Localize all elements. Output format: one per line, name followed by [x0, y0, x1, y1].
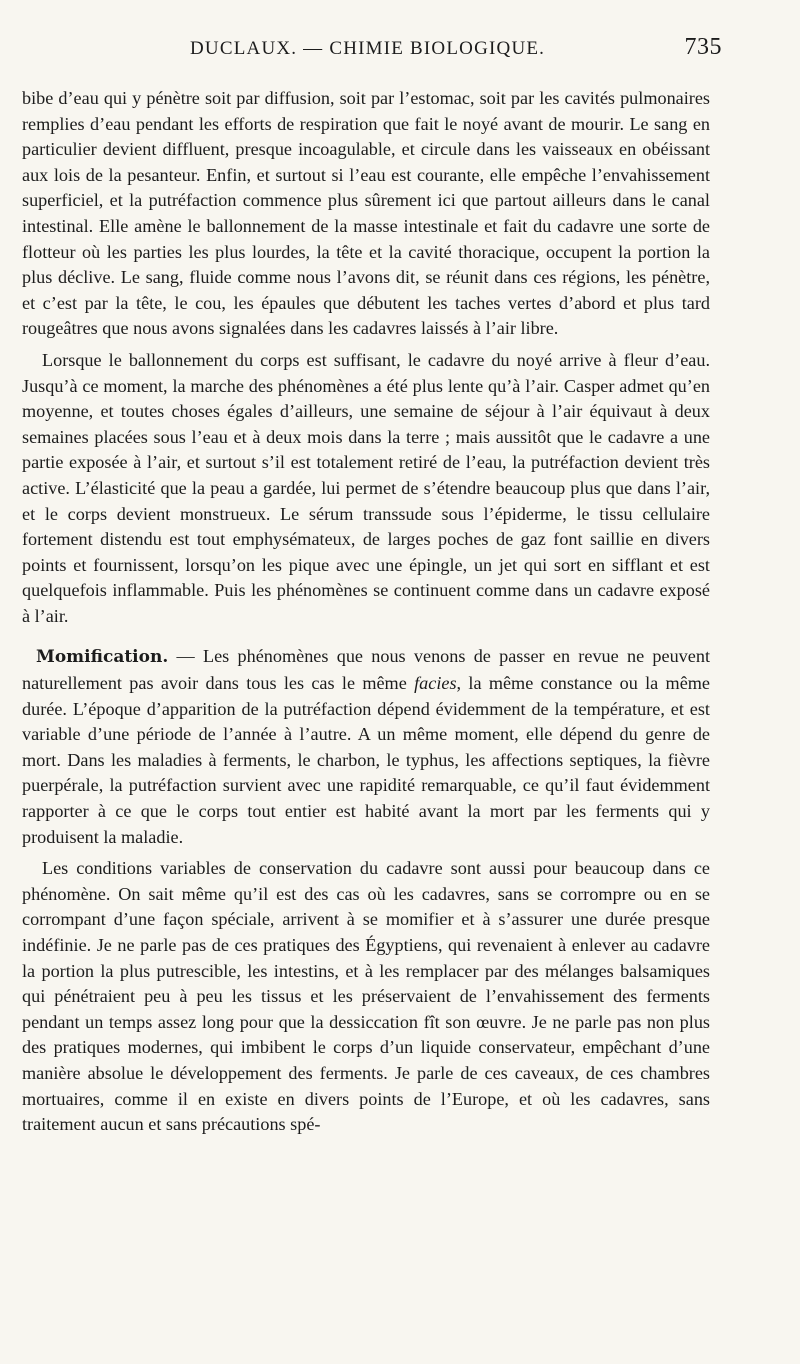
paragraph-momification	[22, 644, 710, 850]
paragraph-drowned-body: Lorsque le ballonnement du corps est suffisant, le cadavre du noyé arrive à fleur d’eau. Jusqu’à ce moment, la marche des phénomènes a été plus lente qu’à l’air. Casper admet qu’en moyenne, et toutes choses égales d’ailleurs, une semaine de séjour à l’air équivaut à deux semaines placées sous l’eau et à deux mois dans la terre ; mais aussitôt que le cadavre a une partie exposée à l’air, et surtout s’il est totalement retiré de l’eau, la putréfaction devient très active. L’élasticité que la peau a gardée, lui permet de s’étendre beaucoup plus que dans l’air, et le corps devient monstrueux. Le sérum transsude sous l’épiderme, le tissu cellulaire fortement distendu est tout emphysémateux, de larges poches de gaz font saillie en divers points et fournissent, lorsqu’on les pique avec une épingle, un jet qui sort en sifflant et est quelquefois inflammable. Puis les phénomènes se continuent comme dans un cadavre exposé à l’air.	[22, 349, 710, 626]
running-head	[22, 34, 722, 68]
paragraph-momification-text-1: — Les phénomènes que nous venons de passer en revue ne peuvent naturellement pas avoir dans tous les cas le même	[22, 646, 710, 694]
body-text	[22, 86, 710, 1138]
paragraph-momification-text-2: , la même constance ou la même durée. L’époque d’apparition de la putréfaction dépend évidemment de la température, et est variable d’une période de l’année à l’autre. A un même moment, elle dépend du genre de mort. Dans les maladies à ferments, le charbon, le typhus, les affections septiques, la fièvre puerpérale, la putréfaction survient avec une rapidité remarquable, ce qu’il faut évidemment rapporter à ce que le corps tout entier est habité avant la mort par les ferments qui y produisent la maladie.	[22, 673, 710, 847]
paragraph-continued: bibe d’eau qui y pénètre soit par diffusion, soit par l’estomac, soit par les cavités pulmonaires remplies d’eau pendant les efforts de respiration que fait le noyé avant de mourir. Le sang en particulier devient diffluent, presque incoagulable, et circule dans les vaisseaux en obéissant aux lois de la pesanteur. Enfin, et surtout si l’eau est courante, elle empêche l’envahissement superficiel, et la putréfaction commence plus sûrement ici que partout ailleurs dans le canal intestinal. Elle amène le ballonnement de la masse intestinale et fait du cadavre une sorte de flotteur où les parties les plus lourdes, la tête et la cavité thoracique, occupent la portion la plus déclive. Le sang, fluide comme nous l’avons dit, se réunit dans ces régions, les pénètre, et c’est par la tête, le cou, les épaules que débutent les taches vertes d’abord et plus tard rougeâtres que nous avons signalées dans les cadavres laissés à l’air libre.	[22, 88, 710, 339]
running-title: DUCLAUX. — CHIMIE BIOLOGIQUE.	[190, 38, 546, 59]
italic-term-facies: facies	[414, 673, 457, 694]
paragraph-conservation: Les conditions variables de conservation du cadavre sont aussi pour beaucoup dans ce phénomène. On sait même qu’il est des cas où les cadavres, sans se corrompre ou en se corrompant d’une façon spéciale, arrivent à se momifier et à s’assurer une durée presque indéfinie. Je ne parle pas de ces pratiques des Égyptiens, qui revenaient à enlever au cadavre la portion la plus putrescible, les intestins, et à les remplacer par des mélanges balsamiques qui pénétraient peu à peu les tissus et les préservaient de l’envahissement des ferments pendant un temps assez long pour que la dessiccation fît son œuvre. Je ne parle pas non plus des pratiques modernes, qui imbibent le corps d’un liquide conservateur, empêchant d’une manière absolue le développement des ferments. Je parle de ces caveaux, de ces chambres mortuaires, comme il en existe en divers points de l’Europe, et où les cadavres, sans traitement aucun et sans précautions spé-	[22, 858, 710, 1135]
page-number: 735	[684, 34, 722, 60]
section-title: Momification.	[36, 647, 169, 668]
